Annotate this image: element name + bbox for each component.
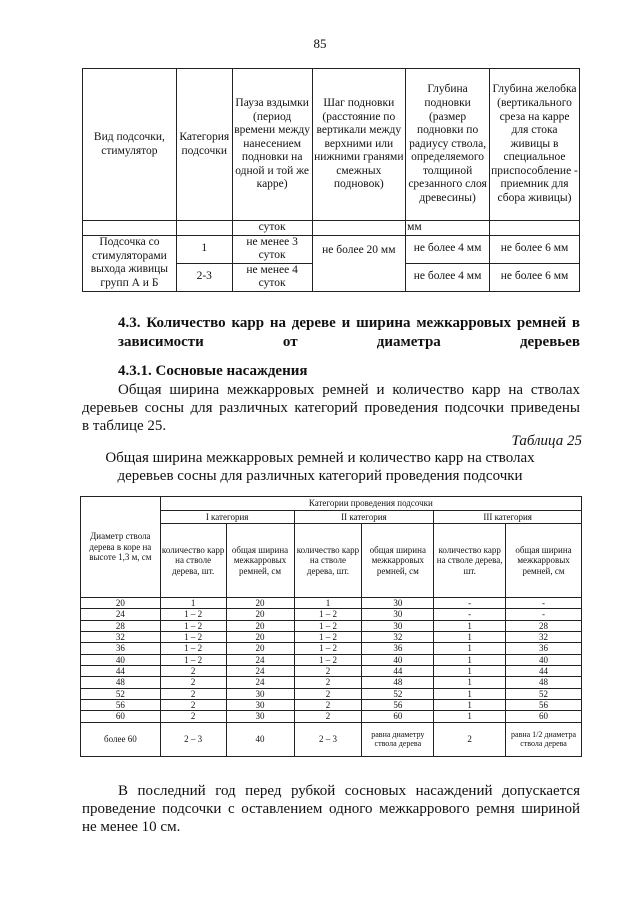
table-cell: 44	[506, 666, 582, 677]
table-cell: 52	[81, 688, 161, 699]
table-cell: 40	[362, 654, 434, 665]
table-cell: 1	[434, 688, 506, 699]
header-cell: Вид подсочки, стимулятор	[83, 69, 177, 221]
table-cell: 20	[81, 598, 161, 609]
table-cell: не более 6 мм	[490, 263, 580, 291]
table-cell: 56	[81, 700, 161, 711]
table-row	[81, 609, 582, 620]
header-cell: Шаг подновки (расстояние по вертикали между верхними или нижними гранями смежных подновок)	[312, 69, 406, 221]
table-cell: -	[434, 609, 506, 620]
table-row	[81, 677, 582, 688]
table-cell: 40	[506, 654, 582, 665]
table-cell: 24	[226, 666, 294, 677]
table-cell: 2	[294, 688, 362, 699]
header-cell: Глубина подновки (размер подновки по радиусу ствола, определяемого толщиной срезанного слоя древесины)	[406, 69, 490, 221]
table-cell: не более 4 мм	[406, 263, 490, 291]
unit-cell: суток	[232, 221, 312, 236]
table-cell: 2	[160, 711, 226, 722]
table-row	[81, 632, 582, 643]
table-cell: 52	[362, 688, 434, 699]
table-cell: 1	[434, 700, 506, 711]
table-cell: 1 – 2	[160, 632, 226, 643]
table-cell: 60	[362, 711, 434, 722]
row-label-cell: Подсочка со стимуляторами выхода живицы групп А и Б	[83, 235, 177, 291]
table-cell: 48	[506, 677, 582, 688]
group-header: Категории проведения подсочки	[160, 497, 581, 511]
table-cell: 2	[434, 722, 506, 756]
table-cell: 56	[506, 700, 582, 711]
sub-heading: 4.3.1. Сосновые насаждения	[118, 363, 308, 379]
category-header: I категория	[160, 511, 294, 524]
table-header-row	[81, 497, 582, 511]
table-cell: 56	[362, 700, 434, 711]
table-cell: 1	[434, 632, 506, 643]
unit-cell: мм	[406, 221, 490, 236]
table-cell: 1 – 2	[160, 643, 226, 654]
table-row	[81, 700, 582, 711]
table-cell: 40	[226, 722, 294, 756]
table-cell: 1 – 2	[160, 654, 226, 665]
table-cell: 32	[81, 632, 161, 643]
header-cell: Категория подсочки	[176, 69, 232, 221]
table-units-row	[83, 221, 580, 236]
table-cell: 60	[81, 711, 161, 722]
paragraph-line: не менее 10 см.	[82, 819, 181, 835]
table-cell: 44	[362, 666, 434, 677]
table-row	[81, 688, 582, 699]
table-cell: 20	[226, 643, 294, 654]
table-cell: 44	[81, 666, 161, 677]
table-cell: 2	[160, 688, 226, 699]
table-cell: 30	[226, 700, 294, 711]
table-cell: 32	[506, 632, 582, 643]
table-cell: 1 – 2	[160, 609, 226, 620]
table-cell: 36	[506, 643, 582, 654]
unit-cell	[83, 221, 177, 236]
table-cell: 30	[362, 598, 434, 609]
unit-cell	[490, 221, 580, 236]
table-row	[81, 654, 582, 665]
table-cell: 28	[81, 620, 161, 631]
category-header: III категория	[434, 511, 582, 524]
unit-cell	[312, 221, 406, 236]
paragraph-line: проведение подсочки с оставлением одного межкаррового ремня шириной	[82, 801, 580, 817]
table-cell: 2	[294, 711, 362, 722]
table-cell: не более 20 мм	[312, 235, 406, 291]
table-cell: -	[434, 598, 506, 609]
unit-cell	[176, 221, 232, 236]
table-cell: 1 – 2	[294, 620, 362, 631]
table-row	[83, 235, 580, 263]
table-cell: 36	[362, 643, 434, 654]
table-cell: 1	[176, 235, 232, 263]
table-cell: 1 – 2	[294, 609, 362, 620]
table-cell: 30	[226, 711, 294, 722]
page-number: 85	[313, 36, 327, 51]
table-cell: 20	[226, 632, 294, 643]
table-row	[81, 620, 582, 631]
table-cell: 30	[362, 609, 434, 620]
header-cell: Пауза вздымки (период времени между нанесением подновки на одной и той же карре)	[232, 69, 312, 221]
table-cell: 1	[434, 620, 506, 631]
table-cell: 2	[160, 677, 226, 688]
count-header: количество карр на стволе дерева, шт.	[160, 524, 226, 598]
count-header: количество карр на стволе дерева, шт.	[294, 524, 362, 598]
table-cell: 1	[434, 677, 506, 688]
table-cell: 2	[160, 700, 226, 711]
paragraph-line: Общая ширина межкарровых ремней и количество карр на стволах	[118, 382, 580, 398]
table-cell: 2	[294, 666, 362, 677]
table-cell: 1	[434, 666, 506, 677]
table-cell: 52	[506, 688, 582, 699]
table-tapping-parameters	[82, 68, 580, 292]
table-label: Таблица 25	[511, 433, 582, 449]
table-cell: не менее 4 суток	[232, 263, 312, 291]
table-cell: 48	[362, 677, 434, 688]
table-cell: 20	[226, 620, 294, 631]
header-cell: Глубина желобка (вертикального среза на карре для стока живицы в специальное приспособление - приемник для сбора живицы)	[490, 69, 580, 221]
width-header: общая ширина межкарровых ремней, см	[506, 524, 582, 598]
table-cell: 28	[506, 620, 582, 631]
table-cell: равна 1/2 диаметра ствола дерева	[506, 722, 582, 756]
table-cell: не менее 3 суток	[232, 235, 312, 263]
table-cell: 24	[226, 677, 294, 688]
table-cell: 40	[81, 654, 161, 665]
table-cell: 1 – 2	[160, 620, 226, 631]
table-title: Общая ширина межкарровых ремней и количество карр на стволах	[105, 450, 535, 466]
table-cell: не более 4 мм	[406, 235, 490, 263]
paragraph-line: деревьев сосны для различных категорий проведения подсочки приведены	[82, 400, 580, 416]
table-cell: 1	[160, 598, 226, 609]
table-cell: 24	[81, 609, 161, 620]
table-cell: 2 – 3	[294, 722, 362, 756]
table-cell: 1 – 2	[294, 632, 362, 643]
category-header: II категория	[294, 511, 434, 524]
section-heading: 4.3. Количество карр на дереве и ширина межкарровых ремней в зависимости от диаметра деревьев	[118, 315, 580, 350]
table-row	[81, 666, 582, 677]
diameter-header: Диаметр ствола дерева в коре на высоте 1,3 м, см	[81, 497, 161, 598]
table-cell: 2 – 3	[160, 722, 226, 756]
table-cell: 1	[434, 654, 506, 665]
table-cell: 1	[434, 711, 506, 722]
paragraph-line: в таблице 25.	[82, 418, 167, 434]
paragraph-line: В последний год перед рубкой сосновых насаждений допускается	[118, 783, 580, 799]
table-cell: 2	[294, 700, 362, 711]
table-cell: 36	[81, 643, 161, 654]
table-cell: 24	[226, 654, 294, 665]
table-cell: более 60	[81, 722, 161, 756]
count-header: количество карр на стволе дерева, шт.	[434, 524, 506, 598]
width-header: общая ширина межкарровых ремней, см	[362, 524, 434, 598]
table-cell: 1	[434, 643, 506, 654]
table-row	[81, 643, 582, 654]
table-cell: -	[506, 598, 582, 609]
table-cell: 30	[226, 688, 294, 699]
table-cell: -	[506, 609, 582, 620]
table-cell: не более 6 мм	[490, 235, 580, 263]
table-cell: 60	[506, 711, 582, 722]
table-cell: 20	[226, 598, 294, 609]
table-row	[81, 598, 582, 609]
table-cell: 20	[226, 609, 294, 620]
table-cell: 1	[294, 598, 362, 609]
table-row	[81, 711, 582, 722]
table-cell: равна диаметру ствола дерева	[362, 722, 434, 756]
width-header: общая ширина межкарровых ремней, см	[226, 524, 294, 598]
table-cell: 32	[362, 632, 434, 643]
table-cell: 48	[81, 677, 161, 688]
table-cell: 30	[362, 620, 434, 631]
table-cell: 1 – 2	[294, 643, 362, 654]
table-cell: 2	[160, 666, 226, 677]
table-title: деревьев сосны для различных категорий проведения подсочки	[117, 468, 523, 484]
table-cell: 2	[294, 677, 362, 688]
table-row	[81, 722, 582, 756]
table-cell: 1 – 2	[294, 654, 362, 665]
table-25	[80, 496, 582, 757]
table-header-row	[83, 69, 580, 221]
table-cell: 2-3	[176, 263, 232, 291]
